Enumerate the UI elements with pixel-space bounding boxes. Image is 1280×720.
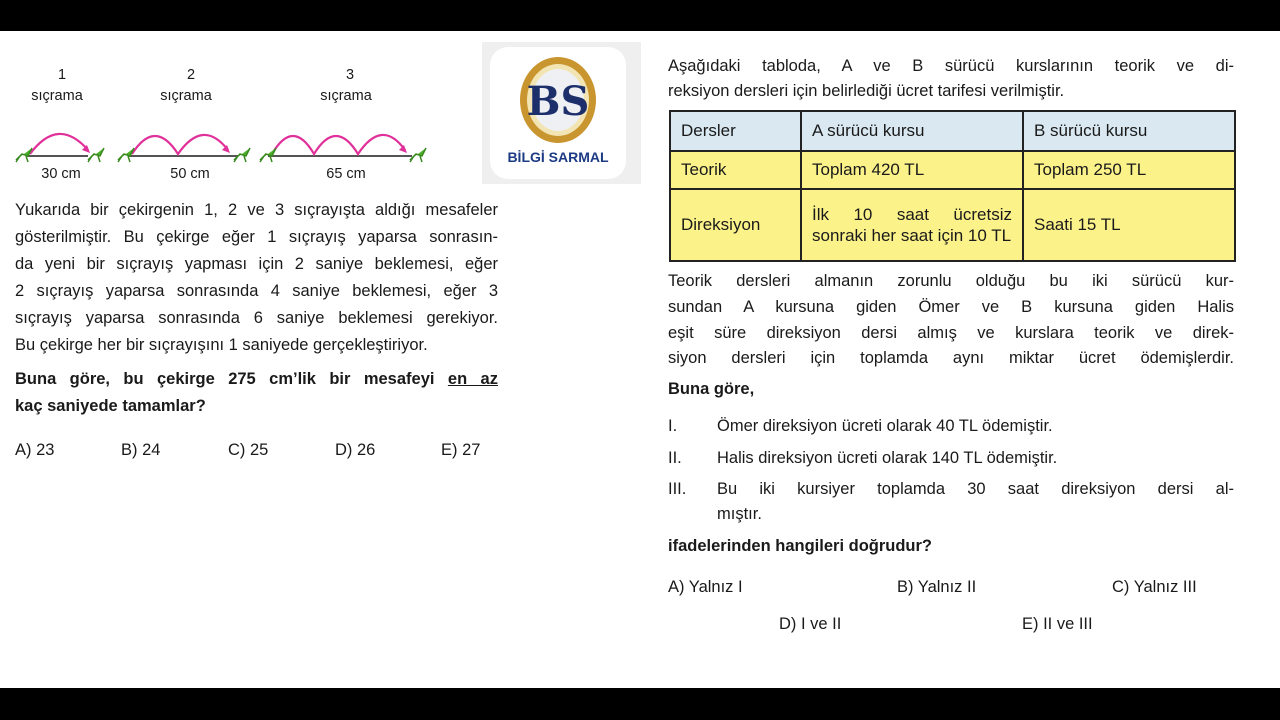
bilgi-sarmal-logo bbox=[482, 42, 641, 184]
text-line: eşit süre direksiyon dersi almış ve kurslara teorik ve direk- bbox=[668, 324, 1234, 342]
text-line: Aşağıdaki tabloda, A ve B sürücü kurslarının teorik ve di- bbox=[668, 57, 1234, 75]
logo-text: BİLGİ SARMAL bbox=[507, 149, 609, 165]
option-c[interactable]: C) Yalnız III bbox=[1112, 578, 1197, 596]
table-header: B sürücü kursu bbox=[1023, 111, 1235, 151]
table-header: A sürücü kursu bbox=[801, 111, 1023, 151]
table-cell: Direksiyon bbox=[670, 189, 801, 261]
jump-distance: 50 cm bbox=[170, 166, 210, 182]
table-cell: Toplam 250 TL bbox=[1023, 151, 1235, 189]
statement-num: II. bbox=[668, 449, 682, 467]
jump-distance: 30 cm bbox=[41, 166, 81, 182]
option-e[interactable]: E) II ve III bbox=[1022, 615, 1093, 633]
text-line: sıçrayış yaparsa sonrasında 6 saniye beklemesi gerekiyor. bbox=[15, 309, 498, 327]
bottom-black-bar bbox=[0, 688, 1280, 720]
text-line: sundan A kursuna giden Ömer ve B kursuna giden Halis bbox=[668, 298, 1234, 316]
jump-num: 1 bbox=[57, 67, 67, 83]
table-cell: Saati 15 TL bbox=[1023, 189, 1235, 261]
question-emphasis: en az bbox=[447, 370, 498, 388]
statement-num: III. bbox=[668, 480, 687, 498]
jump-label: sıçrama bbox=[31, 88, 83, 104]
text-line: da yeni bir sıçrayış yapması için 2 saniye beklemesi, eğer bbox=[15, 255, 498, 273]
question-text: Buna göre, bu çekirge 275 cm’lik bir mesafeyi bbox=[15, 370, 435, 388]
option-a[interactable]: A) Yalnız I bbox=[668, 578, 743, 596]
table-header-row bbox=[670, 111, 1235, 151]
buna-gore: Buna göre, bbox=[668, 380, 755, 398]
statement-text: Bu iki kursiyer toplamda 30 saat direksiyon dersi al- bbox=[717, 480, 1234, 498]
option-d[interactable]: D) I ve II bbox=[779, 615, 842, 633]
table-row bbox=[670, 189, 1235, 261]
table-header: Dersler bbox=[670, 111, 801, 151]
jump-arcs-icon bbox=[0, 120, 470, 170]
top-black-bar bbox=[0, 0, 1280, 31]
jump-label: sıçrama bbox=[320, 88, 372, 104]
question-text: ifadelerinden hangileri doğrudur? bbox=[668, 537, 933, 555]
table-cell: Toplam 420 TL bbox=[801, 151, 1023, 189]
option-b[interactable]: B) 24 bbox=[121, 441, 161, 459]
statement-text: mıştır. bbox=[717, 505, 762, 523]
text-line: Teorik dersleri almanın zorunlu olduğu bu iki sürücü kur- bbox=[668, 272, 1234, 290]
question-line bbox=[15, 370, 498, 389]
question-line: kaç saniyede tamamlar? bbox=[15, 397, 206, 415]
text-line: Yukarıda bir çekirgenin 1, 2 ve 3 sıçrayışta aldığı mesafeler bbox=[15, 201, 498, 219]
jump-distance: 65 cm bbox=[326, 166, 366, 182]
fee-table bbox=[669, 110, 1236, 262]
table-cell: Teorik bbox=[670, 151, 801, 189]
text-line: gösterilmiştir. Bu çekirge eğer 1 sıçrayış yaparsa sonrasın- bbox=[15, 228, 498, 246]
option-b[interactable]: B) Yalnız II bbox=[897, 578, 977, 596]
option-e[interactable]: E) 27 bbox=[441, 441, 481, 459]
svg-text:BS: BS bbox=[526, 78, 590, 125]
statement-text: Halis direksiyon ücreti olarak 140 TL ödemiştir. bbox=[717, 449, 1058, 467]
option-c[interactable]: C) 25 bbox=[228, 441, 269, 459]
table-row bbox=[670, 151, 1235, 189]
statement-num: I. bbox=[668, 417, 678, 435]
text-line: 2 sıçrayış yaparsa sonrasında 4 saniye beklemesi, eğer 3 bbox=[15, 282, 498, 300]
logo-emblem-icon bbox=[518, 55, 598, 145]
jump-label: sıçrama bbox=[160, 88, 212, 104]
text-line: Bu çekirge her bir sıçrayışını 1 saniyede gerçekleştiriyor. bbox=[15, 336, 428, 354]
text-line: reksiyon dersleri için belirlediği ücret tarifesi verilmiştir. bbox=[668, 82, 1065, 100]
table-cell: İlk 10 saat ücretsiz sonraki her saat için 10 TL bbox=[801, 189, 1023, 261]
jump-num: 2 bbox=[186, 67, 196, 83]
text-line: siyon dersleri için toplamda aynı miktar ücret ödemişlerdir. bbox=[668, 349, 1234, 367]
option-d[interactable]: D) 26 bbox=[335, 441, 376, 459]
option-a[interactable]: A) 23 bbox=[15, 441, 55, 459]
jump-num: 3 bbox=[345, 67, 355, 83]
statement-text: Ömer direksiyon ücreti olarak 40 TL ödemiştir. bbox=[717, 417, 1053, 435]
